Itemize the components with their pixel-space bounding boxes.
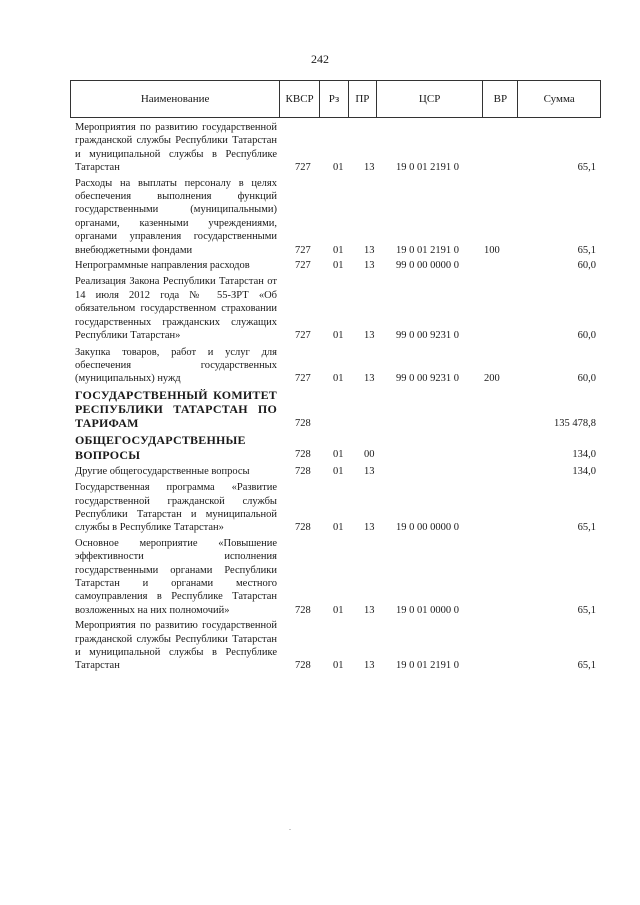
row-csr: 19 0 01 2191 0: [396, 162, 459, 174]
row-csr: 19 0 01 0000 0: [396, 604, 459, 616]
table-row: [75, 619, 601, 673]
row-kvsr: 728: [295, 465, 311, 477]
row-pr: 00: [364, 449, 375, 461]
header-name: Наименование: [71, 81, 280, 117]
row-rz: 01: [333, 465, 344, 477]
row-name: Государственная программа «Развитие государственной гражданской службы Республики Татарстан и муниципальной службы в Республике Татарстан»: [75, 482, 277, 534]
row-sum: 134,0: [572, 449, 596, 461]
row-pr: 13: [364, 604, 375, 616]
row-sum: 65,1: [577, 244, 596, 256]
row-pr: 13: [364, 373, 375, 385]
row-kvsr: 728: [295, 449, 311, 461]
table-row: [75, 433, 601, 461]
table-row: [75, 346, 601, 386]
row-rz: 01: [333, 162, 344, 174]
row-name: Другие общегосударственные вопросы: [75, 465, 250, 477]
row-kvsr: 727: [295, 330, 311, 342]
row-csr: 99 0 00 9231 0: [396, 330, 459, 342]
row-pr: 13: [364, 465, 375, 477]
row-sum: 65,1: [577, 604, 596, 616]
row-rz: 01: [333, 604, 344, 616]
header-csr: ЦСР: [377, 81, 484, 117]
row-rz: 01: [333, 660, 344, 672]
row-sum: 65,1: [577, 522, 596, 534]
row-rz: 01: [333, 449, 344, 461]
table-header: [70, 80, 601, 118]
row-csr: 19 0 01 2191 0: [396, 244, 459, 256]
table-row: [75, 388, 601, 431]
row-kvsr: 728: [295, 522, 311, 534]
scan-mark: .: [289, 823, 291, 832]
row-csr: 99 0 00 0000 0: [396, 260, 459, 272]
row-rz: 01: [333, 244, 344, 256]
row-name: Реализация Закона Республики Татарстан от 14 июля 2012 года № 55-ЗРТ «Об обязательном государственном страховании государственных гражданских служащих Республики Татарстан»: [75, 276, 277, 342]
table-row: [75, 481, 601, 535]
header-vr: ВР: [483, 81, 518, 117]
row-kvsr: 727: [295, 260, 311, 272]
row-vr: 200: [484, 373, 500, 385]
table-row: [75, 275, 601, 342]
row-sum: 60,0: [577, 260, 596, 272]
row-pr: 13: [364, 660, 375, 672]
table-row: [75, 259, 601, 272]
row-sum: 134,0: [572, 465, 596, 477]
row-rz: 01: [333, 330, 344, 342]
row-kvsr: 728: [295, 660, 311, 672]
table-row: [75, 537, 601, 617]
row-kvsr: 727: [295, 373, 311, 385]
row-name: ОБЩЕГОСУДАРСТВЕННЫЕ ВОПРОСЫ: [75, 433, 246, 462]
row-vr: 100: [484, 244, 500, 256]
row-rz: 01: [333, 522, 344, 534]
row-sum: 60,0: [577, 330, 596, 342]
row-kvsr: 728: [295, 604, 311, 616]
row-csr: 99 0 00 9231 0: [396, 373, 459, 385]
header-kvsr: КВСР: [280, 81, 320, 117]
row-pr: 13: [364, 162, 375, 174]
row-name: Закупка товаров, работ и услуг для обеспечения государственных (муниципальных) нужд: [75, 346, 277, 385]
row-name: Мероприятия по развитию государственной гражданской службы Республики Татарстан и муниципальной службы в Республике Татарстан: [75, 122, 277, 174]
row-csr: 19 0 00 0000 0: [396, 522, 459, 534]
row-pr: 13: [364, 522, 375, 534]
row-sum: 65,1: [577, 660, 596, 672]
row-pr: 13: [364, 244, 375, 256]
row-pr: 13: [364, 330, 375, 342]
row-rz: 01: [333, 260, 344, 272]
header-rz: Рз: [320, 81, 349, 117]
table-row: [75, 465, 601, 478]
row-sum: 65,1: [577, 162, 596, 174]
row-kvsr: 728: [295, 417, 311, 429]
row-sum: 60,0: [577, 373, 596, 385]
table-row: [75, 177, 601, 257]
table-body: [75, 121, 601, 675]
row-rz: 01: [333, 373, 344, 385]
page-number: 242: [311, 52, 329, 66]
row-kvsr: 727: [295, 162, 311, 174]
row-name: Основное мероприятие «Повышение эффективности исполнения государственными органами Республики Татарстан и органами местного самоуправления в Республике Татарстан возложенных на них полномочий»: [75, 537, 277, 616]
row-pr: 13: [364, 260, 375, 272]
row-name: Расходы на выплаты персоналу в целях обеспечения выполнения функций государственными (муниципальными) органами, казенными учреждениями, органами управления государственными внебюджетными фондами: [75, 177, 277, 256]
row-kvsr: 727: [295, 244, 311, 256]
row-name: Непрограммные направления расходов: [75, 260, 250, 272]
table-row: [75, 121, 601, 175]
header-pr: ПР: [349, 81, 377, 117]
header-sum: Сумма: [543, 93, 575, 105]
row-name: ГОСУДАРСТВЕННЫЙ КОМИТЕТ РЕСПУБЛИКИ ТАТАРСТАН ПО ТАРИФАМ: [75, 387, 277, 431]
row-sum: 135 478,8: [554, 417, 596, 429]
row-name: Мероприятия по развитию государственной гражданской службы Республики Татарстан и муниципальной службы в Республике Татарстан: [75, 620, 277, 672]
row-csr: 19 0 01 2191 0: [396, 660, 459, 672]
